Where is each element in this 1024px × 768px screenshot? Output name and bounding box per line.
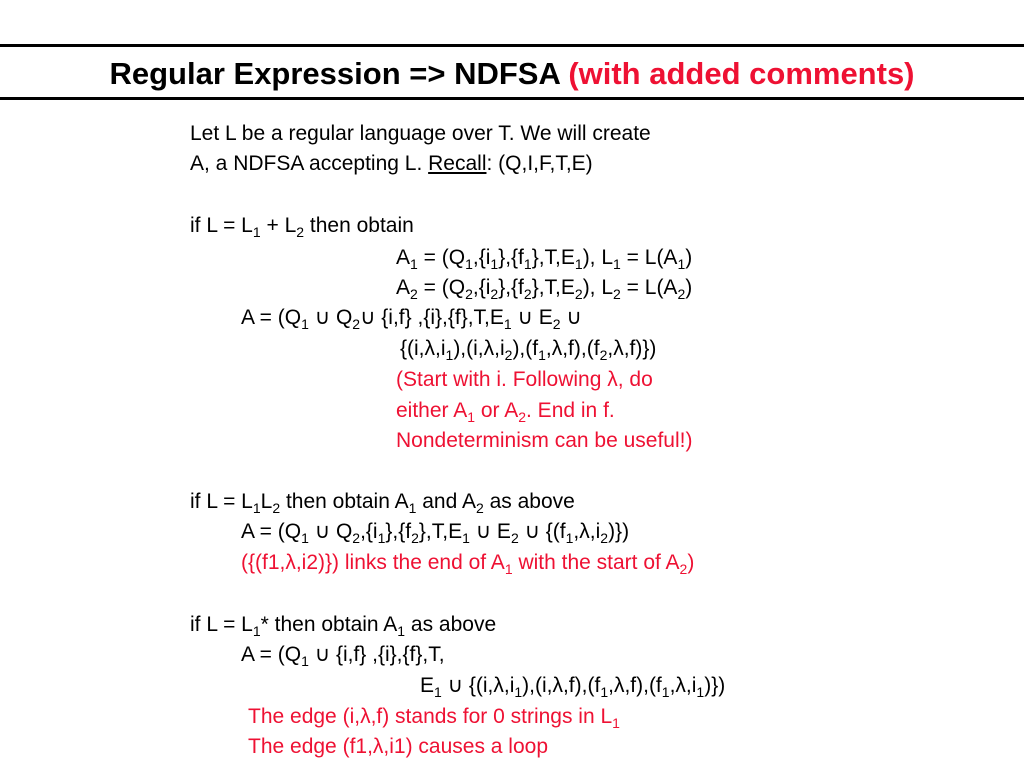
union-comment-line-2 xyxy=(396,397,615,425)
text-segment: (Start with i. Following λ, do xyxy=(396,368,653,391)
union-comment-line-1 xyxy=(396,366,653,394)
subscript: 1 xyxy=(377,530,386,546)
subscript: 1 xyxy=(462,530,470,546)
subscript: 2 xyxy=(600,530,609,546)
text-segment: The edge (f1,λ,i1) causes a loop xyxy=(248,735,549,758)
text-segment: = L(A xyxy=(620,276,678,299)
subscript: 1 xyxy=(465,256,473,272)
star-comment-line-1 xyxy=(248,703,620,731)
subscript: 2 xyxy=(352,530,361,546)
subscript: 2 xyxy=(613,286,621,302)
text-segment: ) xyxy=(685,246,693,269)
text-segment: ),(i,λ,i xyxy=(453,337,505,360)
subscript: 1 xyxy=(397,623,406,639)
subscript: 2 xyxy=(352,316,361,332)
subscript: 1 xyxy=(613,256,621,272)
text-segment: )}) xyxy=(704,674,726,697)
text-segment: },T,E xyxy=(418,520,463,543)
text-segment: ,λ,i xyxy=(573,520,601,543)
text-segment: ∪ Q xyxy=(308,520,353,543)
text-segment: ) xyxy=(687,551,695,574)
subscript: 2 xyxy=(272,500,281,516)
text-segment: ),(f xyxy=(512,337,539,360)
subscript: 2 xyxy=(574,286,583,302)
text-segment: as above xyxy=(483,490,575,513)
intro-line-2-text: A, a NDFSA accepting L. xyxy=(190,152,429,175)
text-segment: ,λ,f)}) xyxy=(607,337,657,360)
text-segment: ∪ {(i,λ,i xyxy=(441,674,515,697)
subscript: 2 xyxy=(599,347,608,363)
title-main: Regular Expression => NDFSA xyxy=(109,56,569,91)
text-segment: ), L xyxy=(582,276,614,299)
subscript: 1 xyxy=(445,347,454,363)
text-segment: if L = L xyxy=(190,490,253,513)
subscript: 1 xyxy=(301,653,309,669)
text-segment: then obtain xyxy=(304,214,414,237)
text-segment: E xyxy=(420,674,435,697)
union-comment-line-3 xyxy=(396,427,692,455)
text-segment: )}) xyxy=(608,520,630,543)
intro-line-2 xyxy=(190,150,593,178)
text-segment: + L xyxy=(260,214,297,237)
subscript: 2 xyxy=(523,286,532,302)
subscript: 2 xyxy=(504,347,513,363)
subscript: 1 xyxy=(410,256,418,272)
text-segment: * then obtain A xyxy=(260,613,398,636)
subscript: 2 xyxy=(677,286,686,302)
subscript: 2 xyxy=(465,286,473,302)
text-segment: ) xyxy=(685,276,693,299)
text-segment: then obtain A xyxy=(280,490,409,513)
union-a2-definition xyxy=(396,274,692,302)
text-segment: = (Q xyxy=(417,276,466,299)
text-segment: or A xyxy=(475,399,519,422)
concat-case-heading xyxy=(190,488,575,516)
text-segment: ,λ,i xyxy=(669,674,697,697)
intro-line-1: Let L be a regular language over T. We will create xyxy=(190,122,651,145)
title-bottom-rule xyxy=(0,97,1024,100)
text-segment: A xyxy=(396,276,411,299)
subscript: 1 xyxy=(252,224,261,240)
recall-label: Recall xyxy=(428,152,487,175)
text-segment: L xyxy=(260,490,273,513)
union-case-heading xyxy=(190,212,414,240)
subscript: 1 xyxy=(301,530,309,546)
subscript: 2 xyxy=(518,409,527,425)
concat-comment xyxy=(241,549,694,577)
star-comment-line-2 xyxy=(248,733,548,761)
text-segment: {(i,λ,i xyxy=(400,337,446,360)
text-segment: with the start of A xyxy=(512,551,680,574)
subscript: 1 xyxy=(523,256,532,272)
subscript: 1 xyxy=(408,500,417,516)
text-segment: A = (Q xyxy=(241,520,302,543)
text-segment: = (Q xyxy=(417,246,466,269)
subscript: 2 xyxy=(410,286,418,302)
subscript: 1 xyxy=(696,684,705,700)
subscript: 2 xyxy=(490,286,499,302)
text-segment: ,λ,f),(f xyxy=(608,674,662,697)
subscript: 2 xyxy=(679,561,688,577)
text-segment: ,{i xyxy=(360,520,378,543)
text-segment: },{f xyxy=(498,276,524,299)
slide-title xyxy=(0,54,1024,94)
text-segment: either A xyxy=(396,399,468,422)
text-segment: A = (Q xyxy=(241,643,302,666)
text-segment: },{f xyxy=(385,520,412,543)
text-segment: },T,E xyxy=(531,246,575,269)
text-segment: ∪ E xyxy=(469,520,511,543)
text-segment: },T,E xyxy=(531,276,575,299)
subscript: 1 xyxy=(574,256,583,272)
subscript: 1 xyxy=(514,684,523,700)
text-segment: if L = L xyxy=(190,613,253,636)
union-a-definition xyxy=(241,304,582,332)
subscript: 1 xyxy=(434,684,442,700)
text-segment: ,{i xyxy=(472,276,491,299)
text-segment: if L = L xyxy=(190,214,253,237)
subscript: 1 xyxy=(565,530,574,546)
subscript: 1 xyxy=(538,347,546,363)
subscript: 1 xyxy=(252,500,261,516)
text-segment: ,λ,f),(f xyxy=(545,337,600,360)
subscript: 1 xyxy=(252,623,261,639)
title-top-rule xyxy=(0,44,1024,47)
text-segment: ∪ E xyxy=(511,306,553,329)
subscript: 1 xyxy=(490,256,499,272)
subscript: 1 xyxy=(677,256,686,272)
subscript: 1 xyxy=(301,316,309,332)
subscript: 2 xyxy=(510,530,519,546)
text-segment: Nondeterminism can be useful!) xyxy=(396,429,693,452)
text-segment: A xyxy=(396,246,411,269)
text-segment: ), L xyxy=(582,246,614,269)
text-segment: A = (Q xyxy=(241,306,302,329)
text-segment: = L(A xyxy=(620,246,678,269)
text-segment: ∪ {i,f} ,{i},{f},T, xyxy=(308,643,445,666)
union-a-edges xyxy=(400,335,656,363)
text-segment: ∪ Q xyxy=(308,306,353,329)
subscript: 2 xyxy=(475,500,484,516)
text-segment: ∪ {(f xyxy=(518,520,566,543)
concat-a-definition xyxy=(241,518,629,546)
text-segment: and A xyxy=(416,490,476,513)
subscript: 2 xyxy=(411,530,419,546)
recall-value: : (Q,I,F,T,E) xyxy=(486,152,593,175)
title-comment: (with added comments) xyxy=(568,56,915,91)
star-case-heading xyxy=(190,611,496,639)
text-segment: ({(f1,λ,i2)}) links the end of A xyxy=(241,551,505,574)
text-segment: ∪ {i,f} ,{i},{f},T,E xyxy=(360,306,504,329)
text-segment: The edge (i,λ,f) stands for 0 strings in L xyxy=(248,705,613,728)
subscript: 1 xyxy=(600,684,609,700)
subscript: 1 xyxy=(467,409,476,425)
subscript: 2 xyxy=(552,316,561,332)
subscript: 1 xyxy=(503,316,512,332)
text-segment: ,{i xyxy=(472,246,491,269)
star-a-definition xyxy=(241,641,445,669)
subscript: 1 xyxy=(504,561,513,577)
subscript: 1 xyxy=(661,684,670,700)
text-segment: },{f xyxy=(498,246,524,269)
text-segment: as above xyxy=(405,613,497,636)
subscript: 2 xyxy=(296,224,305,240)
text-segment: ∪ xyxy=(560,306,582,329)
text-segment: . End in f. xyxy=(526,399,615,422)
union-a1-definition xyxy=(396,244,692,272)
text-segment: ),(i,λ,f),(f xyxy=(522,674,601,697)
star-a-edges xyxy=(420,672,725,700)
subscript: 1 xyxy=(612,715,620,731)
